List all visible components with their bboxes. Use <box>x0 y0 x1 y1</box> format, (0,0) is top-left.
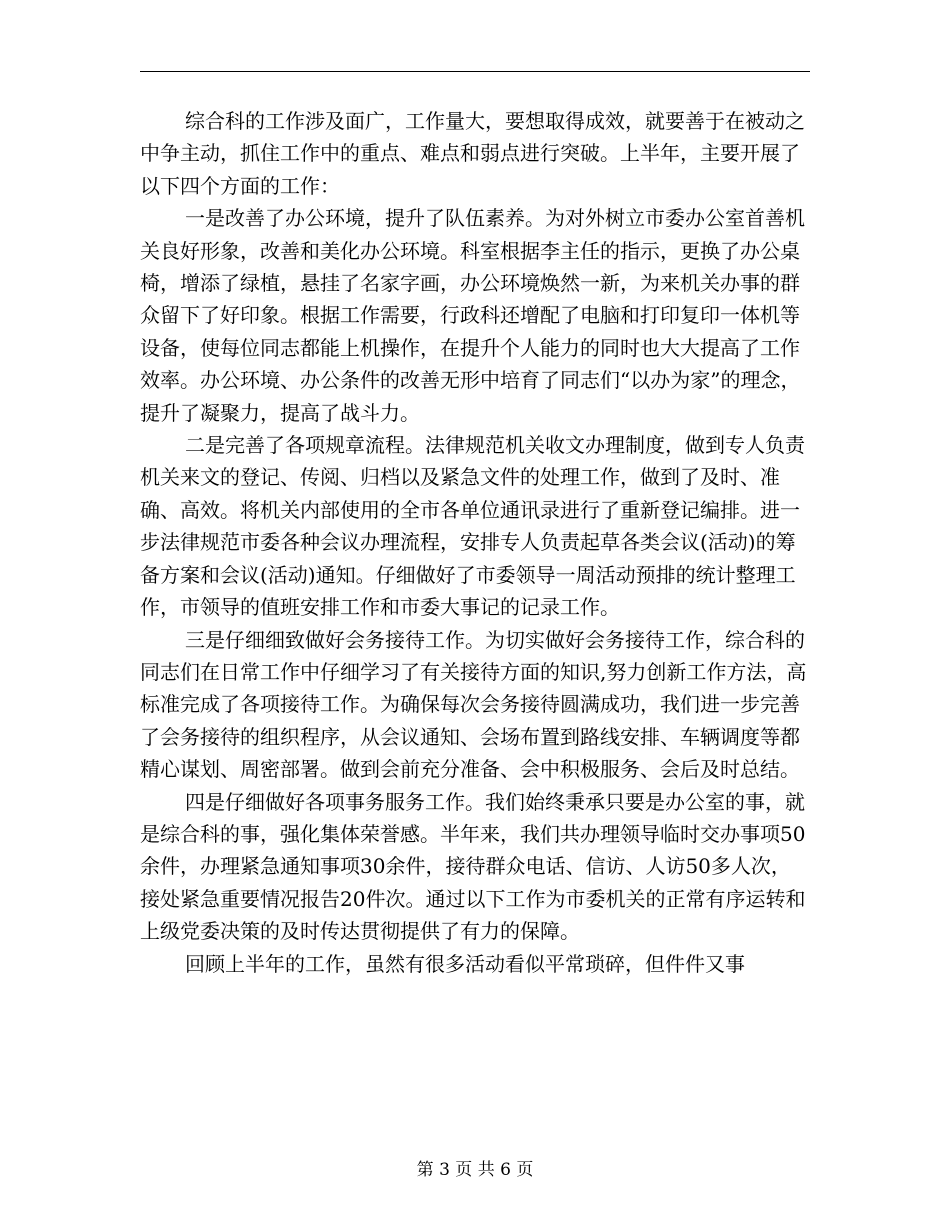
paragraph: 三是仔细细致做好会务接待工作。为切实做好会务接待工作，综合科的同志们在日常工作中仔细学习了有关接待方面的知识,努力创新工作方法，高标准完成了各项接待工作。为确保每次会务接待圆满成功，我们进一步完善了会务接待的组织程序，从会议通知、会场布置到路线安排、车辆调度等都精心谋划、周密部署。做到会前充分准备、会中积极服务、会后及时总结。 <box>140 627 807 782</box>
paragraph: 四是仔细做好各项事务服务工作。我们始终秉承只要是办公室的事，就是综合科的事，强化集体荣誉感。半年来，我们共办理领导临时交办事项50余件，办理紧急通知事项30余件，接待群众电话、信访、人访50多人次，接处紧急重要情况报告20件次。通过以下工作为市委机关的正常有序运转和上级党委决策的及时传达贯彻提供了有力的保障。 <box>140 789 806 944</box>
page-number-footer: 第 3 页 共 6 页 <box>416 1160 534 1180</box>
document-body <box>140 105 810 980</box>
paragraph: 回顾上半年的工作，虽然有很多活动看似平常琐碎，但件件又事 <box>185 951 745 976</box>
header-rule <box>140 71 810 72</box>
paragraph: 二是完善了各项规章流程。法律规范机关收文办理制度，做到专人负责机关来文的登记、传阅、归档以及紧急文件的处理工作，做到了及时、准确、高效。将机关内部使用的全市各单位通讯录进行了重新登记编排。进一步法律规范市委各种会议办理流程，安排专人负责起草各类会议(活动)的筹备方案和会议(活动)通知。仔细做好了市委领导一周活动预排的统计整理工作，市领导的值班安排工作和市委大事记的记录工作。 <box>140 433 805 620</box>
paragraph: 综合科的工作涉及面广，工作量大，要想取得成效，就要善于在被动之中争主动，抓住工作中的重点、难点和弱点进行突破。上半年，主要开展了以下四个方面的工作： <box>140 109 805 198</box>
paragraph: 一是改善了办公环境，提升了队伍素养。为对外树立市委办公室首善机关良好形象，改善和美化办公环境。科室根据李主任的指示，更换了办公桌椅，增添了绿植，悬挂了名家字画，办公环境焕然一新，为来机关办事的群众留下了好印象。根据工作需要，行政科还增配了电脑和打印复印一体机等设备，使每位同志都能上机操作，在提升个人能力的同时也大大提高了工作效率。办公环境、办公条件的改善无形中培育了同志们“以办为家”的理念，提升了凝聚力，提高了战斗力。 <box>140 206 805 425</box>
